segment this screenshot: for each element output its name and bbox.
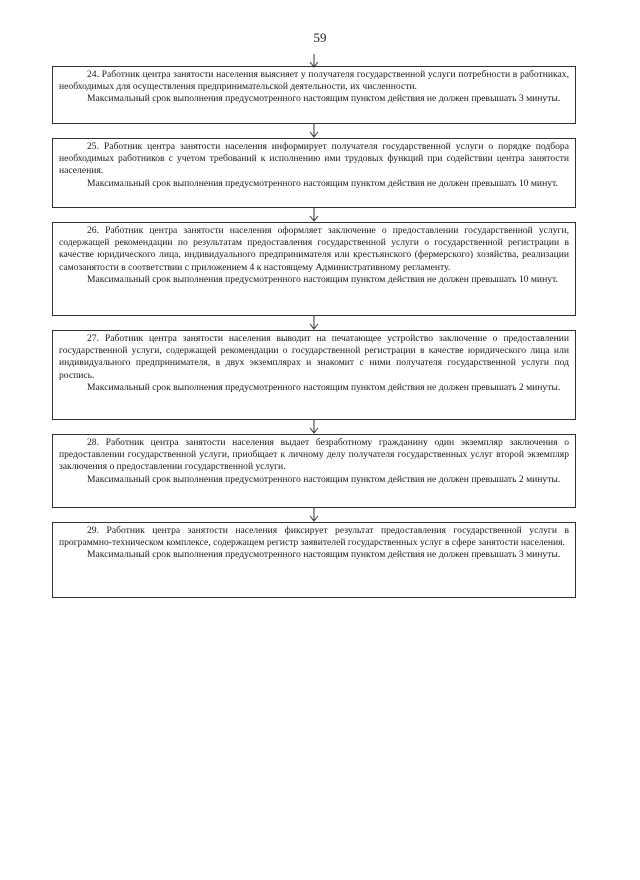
flow-arrow-icon <box>308 420 320 434</box>
step-box-26 <box>52 222 576 316</box>
step-text: 25. Работник центра занятости населения информирует получателя государственной услуги о порядке подбора необходимых работников с учетом требований к исполнению ими трудовых функций при содействии центра занятости населения. <box>59 141 569 177</box>
flow-arrow-icon <box>308 316 320 330</box>
step-time-limit: Максимальный срок выполнения предусмотренного настоящим пунктом действия не должен превышать 2 минуты. <box>87 381 561 393</box>
flow-arrow-icon <box>308 208 320 222</box>
step-box-28 <box>52 434 576 508</box>
step-box-25 <box>52 138 576 208</box>
flow-arrow-icon <box>308 508 320 522</box>
page-number: 59 <box>313 30 327 45</box>
step-time-limit: Максимальный срок выполнения предусмотренного настоящим пунктом действия не должен превышать 3 минуты. <box>87 93 561 105</box>
step-box-24 <box>52 66 576 124</box>
step-text: 26. Работник центра занятости населения оформляет заключение о предоставлении государственной услуги, содержащей рекомендации по результатам предоставления государственной услуги о государственной регистрации в качестве юридического лица, индивидуального предпринимателя или крестьянского (фермерского) хозяйства, реализации самозанятости в соответствии с приложением 4 к настоящему Административному регламенту. <box>59 225 569 273</box>
step-text: 24. Работник центра занятости населения выясняет у получателя государственной услуги потребности в работниках, необходимых для осуществления предпринимательской деятельности, их численности. <box>59 69 569 93</box>
step-text: 27. Работник центра занятости населения выводит на печатающее устройство заключение о предоставлении государственной услуги, содержащей рекомендации о государственной регистрации в качестве юридического лица или индивидуального предпринимателя, в двух экземплярах и знакомит с ними получателя государственной услуги под роспись. <box>59 333 569 381</box>
flow-arrow-icon <box>308 124 320 138</box>
step-text: 28. Работник центра занятости населения выдает безработному гражданину один экземпляр заключения о предоставлении государственной услуги, приобщает к личному делу получателя государственных услуг второй экземпляр заключения о предоставлении государственной услуги. <box>59 437 569 473</box>
step-time-limit: Максимальный срок выполнения предусмотренного настоящим пунктом действия не должен превышать 10 минут. <box>87 177 558 189</box>
step-box-29 <box>52 522 576 598</box>
step-time-limit: Максимальный срок выполнения предусмотренного настоящим пунктом действия не должен превышать 3 минуты. <box>87 549 561 561</box>
step-time-limit: Максимальный срок выполнения предусмотренного настоящим пунктом действия не должен превышать 2 минуты. <box>87 473 561 485</box>
step-text: 29. Работник центра занятости населения фиксирует результат предоставления государственной услуги в программно-техническом комплексе, содержащем регистр заявителей государственных услуг в сфере занятости населения. <box>59 525 569 549</box>
step-time-limit: Максимальный срок выполнения предусмотренного настоящим пунктом действия не должен превышать 10 минут. <box>87 273 558 285</box>
step-box-27 <box>52 330 576 420</box>
